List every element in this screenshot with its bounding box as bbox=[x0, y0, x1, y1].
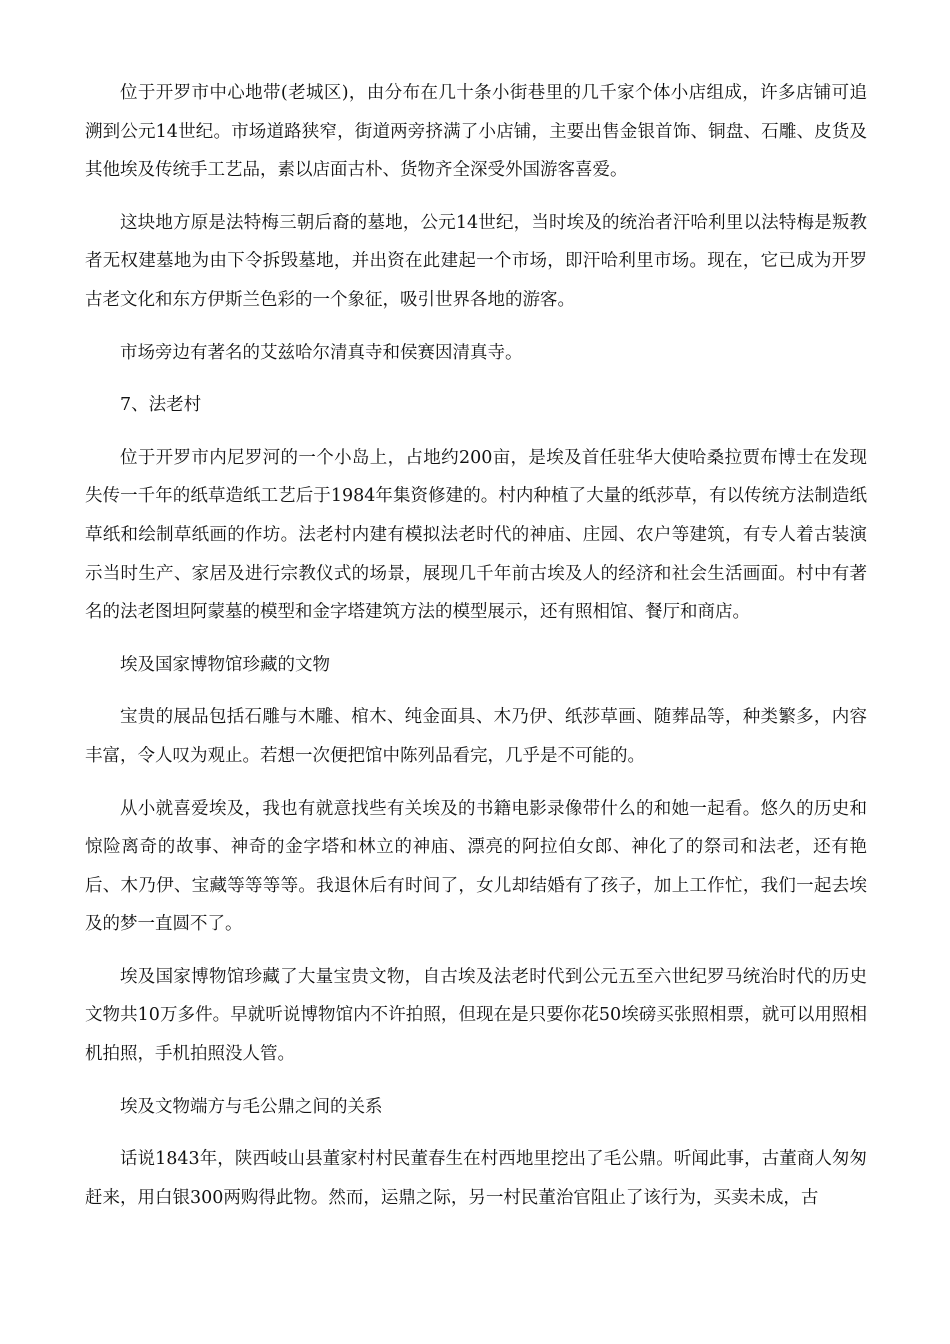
paragraph-khan-market-location: 位于开罗市中心地带(老城区)，由分布在几十条小街巷里的几千家个体小店组成，许多店铺可追溯到公元14世纪。市场道路狭窄，街道两旁挤满了小店铺，主要出售金银首饰、铜盘、石雕、皮货及其他埃及传统手工艺品，素以店面古朴、货物齐全深受外国游客喜爱。 bbox=[85, 83, 867, 181]
paragraph-khan-market-history: 这块地方原是法特梅三朝后裔的墓地，公元14世纪，当时埃及的统治者汗哈利里以法特梅是叛教者无权建墓地为由下令拆毁墓地，并出资在此建起一个市场，即汗哈利里市场。现在，它已成为开罗古老文化和东方伊斯兰色彩的一个象征，吸引世界各地的游客。 bbox=[85, 212, 867, 310]
paragraph-museum-exhibits: 宝贵的展品包括石雕与木雕、棺木、纯金面具、木乃伊、纸莎草画、随葬品等，种类繁多，内容丰富，令人叹为观止。若想一次便把馆中陈列品看完，几乎是不可能的。 bbox=[85, 707, 867, 766]
paragraph-personal-story: 从小就喜爱埃及，我也有就意找些有关埃及的书籍电影录像带什么的和她一起看。悠久的历史和惊险离奇的故事、神奇的金字塔和林立的神庙、漂亮的阿拉伯女郎、神化了的祭司和法老，还有艳后、木乃伊、宝藏等等等等。我退休后有时间了，女儿却结婚有了孩子，加上工作忙，我们一起去埃及的梦一直圆不了。 bbox=[85, 798, 867, 935]
document-page bbox=[85, 74, 867, 1231]
heading-pharaoh-village: 7、法老村 bbox=[120, 395, 202, 416]
paragraph-maogong-ding: 话说1843年，陕西岐山县董家村村民董春生在村西地里挖出了毛公鼎。听闻此事，古董商人匆匆赶来，用白银300两购得此物。然而，运鼎之际，另一村民董治官阻止了该行为，买卖未成，古 bbox=[85, 1149, 867, 1208]
paragraph-pharaoh-village: 位于开罗市内尼罗河的一个小岛上，占地约200亩，是埃及首任驻华大使哈桑拉贾布博士在发现失传一千年的纸草造纸工艺后于1984年集资修建的。村内种植了大量的纸莎草，有以传统方法制造纸草纸和绘制草纸画的作坊。法老村内建有模拟法老时代的神庙、庄园、农户等建筑，有专人着古装演示当时生产、家居及进行宗教仪式的场景，展现几千年前古埃及人的经济和社会生活画面。村中有著名的法老图坦阿蒙墓的模型和金字塔建筑方法的模型展示，还有照相馆、餐厅和商店。 bbox=[85, 447, 867, 623]
paragraph-mosques: 市场旁边有著名的艾兹哈尔清真寺和侯赛因清真寺。 bbox=[120, 342, 523, 363]
heading-museum-relics: 埃及国家博物馆珍藏的文物 bbox=[120, 654, 330, 675]
heading-duanfang-relation: 埃及文物端方与毛公鼎之间的关系 bbox=[120, 1096, 383, 1117]
paragraph-museum-collection: 埃及国家博物馆珍藏了大量宝贵文物，自古埃及法老时代到公元五至六世纪罗马统治时代的历史文物共10万多件。早就听说博物馆内不许拍照，但现在是只要你花50埃磅买张照相票，就可以用照相机拍照，手机拍照没人管。 bbox=[85, 966, 867, 1065]
